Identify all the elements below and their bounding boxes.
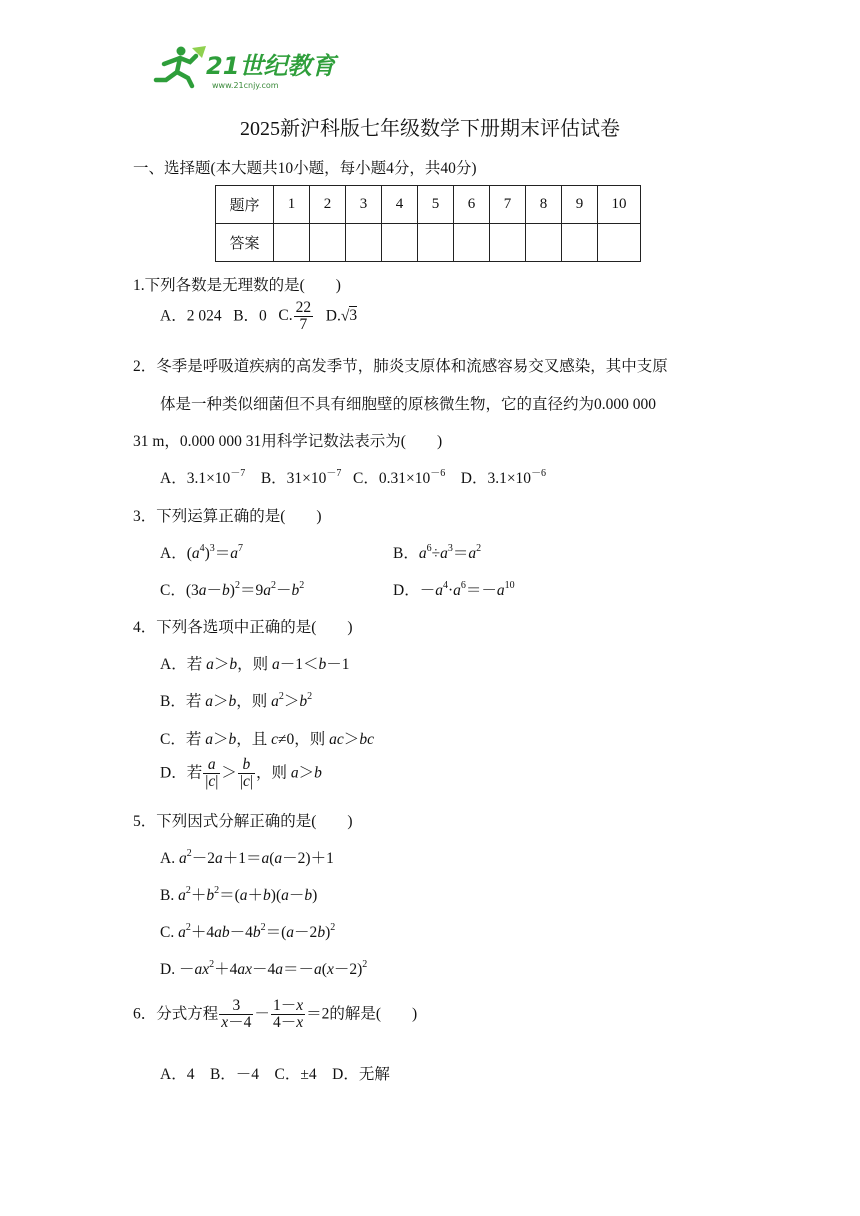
- question-5-stem: 5．下列因式分解正确的是( ): [133, 813, 353, 830]
- number-cell: 4: [382, 186, 418, 224]
- runner-icon: [156, 46, 206, 86]
- question-3-stem: 3．下列运算正确的是( ): [133, 508, 322, 525]
- option-d: D．$-a^4\cdot a^6=-a^{10}$: [393, 580, 515, 599]
- option-d: D．$3.1\times 10^{-6}$: [460, 468, 547, 487]
- logo-url: www.21cnjy.com: [212, 81, 279, 90]
- option-b: B. $a^2+b^2=(a+b)(a-b)$: [160, 885, 318, 904]
- option-b: B．若 a＞b，则 $a^2>b^2$: [160, 691, 313, 710]
- page-title: 2025新沪科版七年级数学下册期末评估试卷: [240, 118, 620, 140]
- option-c: C. $a^2+4ab-4b^2=(a-2b)^2$: [160, 922, 336, 941]
- fraction: $\frac{3}{x-4}$: [221, 997, 252, 1032]
- question-1-options: [160, 300, 357, 334]
- question-1-stem: 1.下列各数是无理数的是( ): [133, 277, 341, 294]
- option-a: A．2 024: [160, 307, 222, 325]
- answer-cell[interactable]: [382, 224, 418, 262]
- number-cell: 3: [346, 186, 382, 224]
- option-a: A．$(a^4)^3=a^7$: [160, 543, 244, 562]
- answer-cell[interactable]: [526, 224, 562, 262]
- option-b: B．$31\times 10^{-7}$: [260, 468, 342, 487]
- number-cell: 6: [454, 186, 490, 224]
- question-2-options: [160, 466, 546, 488]
- answer-cell[interactable]: [310, 224, 346, 262]
- table-row: [216, 186, 641, 224]
- fraction: $\frac{b}{|c|}$: [239, 756, 253, 791]
- question-6-stem: 6．分式方程 $\frac{3}{x-4}$ － $\frac{1-x}{4-x}$ ＝2的解是( ): [133, 997, 418, 1032]
- fraction: $\frac{a}{|c|}$: [205, 756, 219, 791]
- section-heading: 一、选择题(本大题共10小题，每小题4分，共40分): [133, 160, 477, 177]
- fraction: $\frac{22}{7}$: [295, 299, 312, 334]
- number-cell: 5: [418, 186, 454, 224]
- number-cell: 10: [598, 186, 641, 224]
- answer-cell[interactable]: [418, 224, 454, 262]
- option-a: A．$3.1\times 10^{-7}$: [160, 468, 246, 487]
- option-c: C. $\frac{22}{7}$: [278, 299, 312, 334]
- answer-cell[interactable]: [454, 224, 490, 262]
- option-d: D.√3: [325, 307, 358, 325]
- logo: [150, 44, 336, 92]
- table-row: [216, 224, 641, 262]
- number-cell: 2: [310, 186, 346, 224]
- option-c: C．$0.31\times 10^{-6}$: [353, 468, 446, 487]
- question-6-options: A．4 B．－4 C．±4 D．无解: [160, 1066, 390, 1083]
- option-b: B．0: [233, 307, 267, 325]
- answer-table: [215, 185, 641, 262]
- row-label: 题序: [216, 186, 274, 224]
- answer-cell[interactable]: [490, 224, 526, 262]
- question-2-line-1: 2．冬季是呼吸道疾病的高发季节，肺炎支原体和流感容易交叉感染，其中支原: [133, 358, 668, 375]
- number-cell: 7: [490, 186, 526, 224]
- number-cell: 1: [274, 186, 310, 224]
- option-b: B．$a^6\div a^3=a^2$: [393, 543, 482, 562]
- row-label: 答案: [216, 224, 274, 262]
- answer-cell[interactable]: [274, 224, 310, 262]
- fraction: $\frac{1-x}{4-x}$: [272, 997, 304, 1032]
- number-cell: 9: [562, 186, 598, 224]
- answer-cell[interactable]: [562, 224, 598, 262]
- question-2-line-2: 体是一种类似细菌但不具有细胞壁的原核微生物，它的直径约为0.000 000: [160, 396, 657, 413]
- logo-text: 21世纪教育: [206, 52, 336, 80]
- option-d: D. $-ax^2+4ax-4a=-a(x-2)^2$: [160, 959, 368, 978]
- option-a: A．若 a＞b，则 a－1＜b－1: [160, 656, 350, 673]
- question-4-stem: 4．下列各选项中正确的是( ): [133, 619, 353, 636]
- option-a: A. $a^2-2a+1=a(a-2)+1$: [160, 848, 334, 867]
- answer-cell[interactable]: [598, 224, 641, 262]
- question-2-line-3: 31 m，0.000 000 31用科学记数法表示为( ): [133, 433, 443, 450]
- answer-cell[interactable]: [346, 224, 382, 262]
- number-cell: 8: [526, 186, 562, 224]
- option-d: D．若 $\frac{a}{|c|}$ ＞ $\frac{b}{|c|}$ ，则 a＞b: [160, 756, 322, 791]
- option-c: C．若 a＞b，且 c≠0，则 ac＞bc: [160, 731, 374, 748]
- sqrt-icon: √: [340, 307, 350, 325]
- option-c: C．$(3a-b)^2=9a^2-b^2$: [160, 580, 305, 599]
